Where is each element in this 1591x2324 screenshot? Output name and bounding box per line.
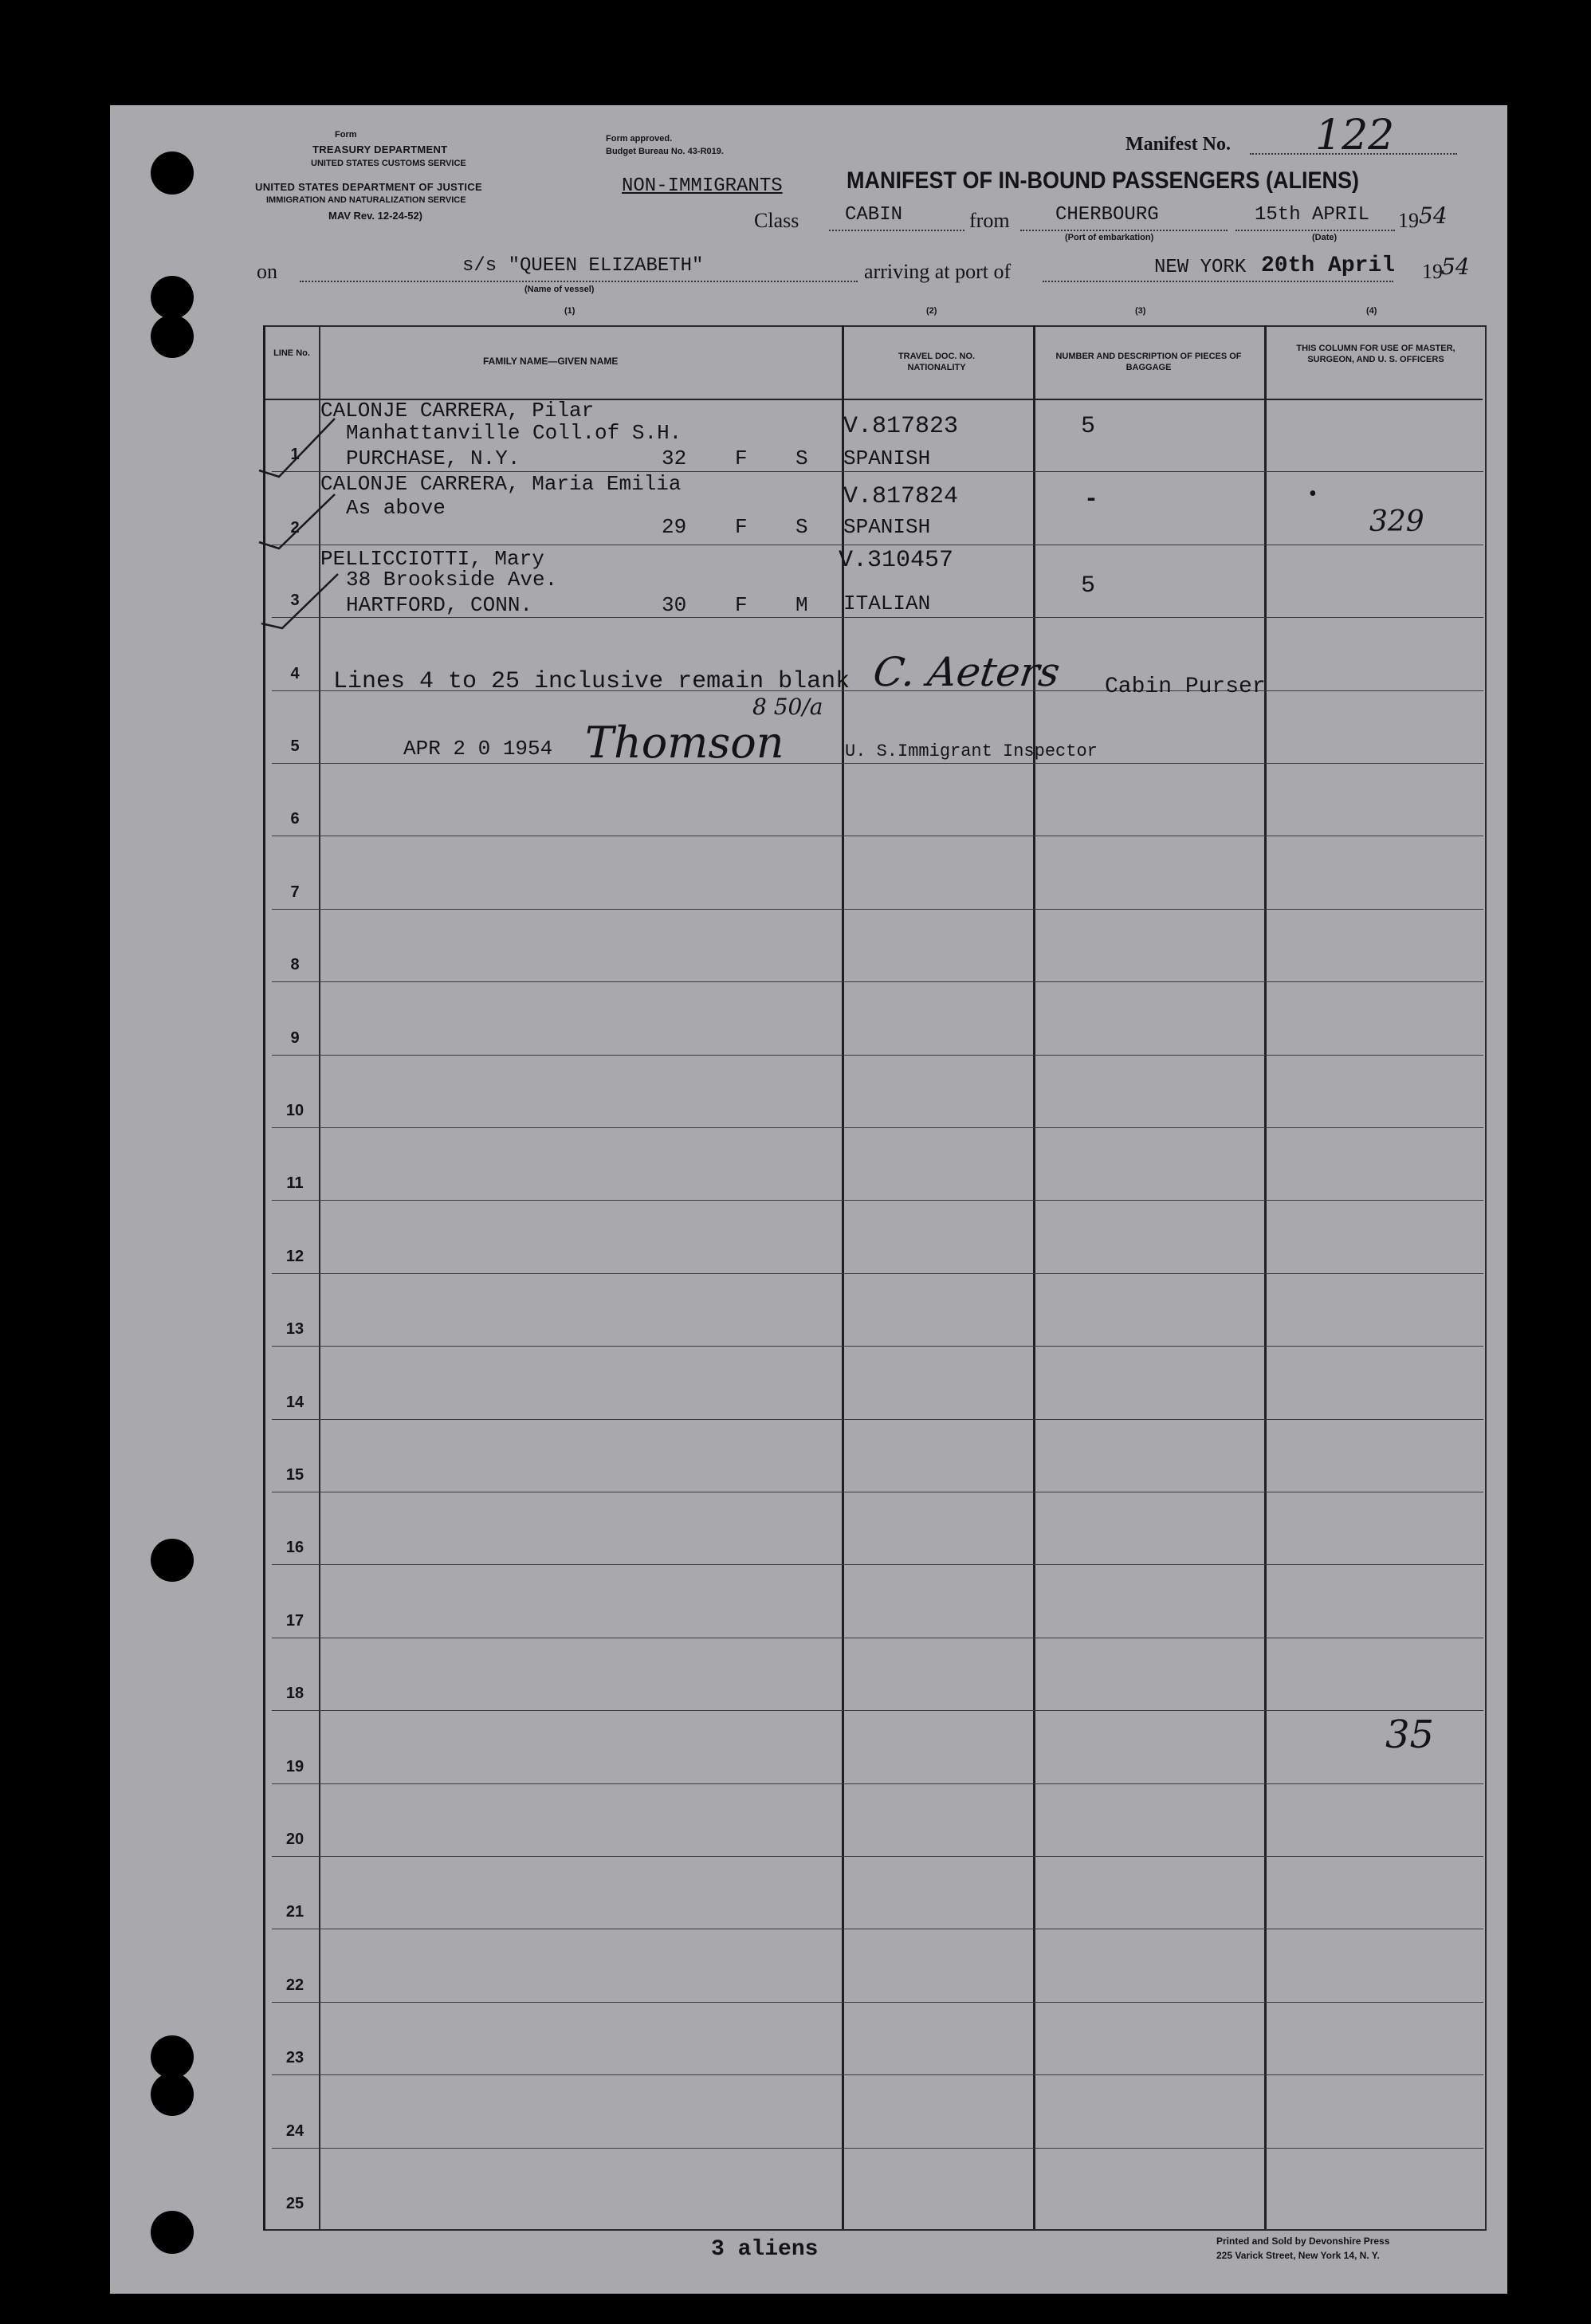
line-number: 13 bbox=[285, 1320, 304, 1339]
punch-hole bbox=[151, 315, 194, 358]
punch-hole bbox=[151, 2211, 194, 2254]
row-rule bbox=[272, 2074, 1483, 2075]
line-number: 1 bbox=[290, 446, 300, 464]
entry-1-nationality: SPANISH bbox=[843, 446, 931, 470]
line-number: 9 bbox=[290, 1028, 300, 1047]
port-caption: (Port of embarkation) bbox=[1065, 233, 1154, 242]
purser-title: Cabin Purser bbox=[1105, 674, 1266, 699]
col-line-3 bbox=[1033, 325, 1035, 2229]
header-baggage-text: NUMBER AND DESCRIPTION OF PIECES OF BAGGAGE bbox=[1055, 352, 1242, 372]
header-officers-text: THIS COLUMN FOR USE OF MASTER, SURGEON, AND U. S. OFFICERS bbox=[1296, 344, 1455, 364]
line-number: 11 bbox=[286, 1174, 304, 1193]
class-value: CABIN bbox=[845, 204, 903, 226]
row-rule bbox=[272, 1564, 1483, 1565]
entry-1-addr2: PURCHASE, N.Y. bbox=[346, 446, 521, 470]
manifest-title: MANIFEST OF IN-BOUND PASSENGERS (ALIENS) bbox=[847, 167, 1360, 194]
inspector-signature: Thomson bbox=[585, 718, 784, 768]
punch-hole bbox=[151, 2073, 194, 2116]
line-number: 23 bbox=[285, 2049, 304, 2067]
entry-1-name: CALONJE CARRERA, Pilar bbox=[320, 399, 595, 423]
entry-3-addr1: 38 Brookside Ave. bbox=[346, 568, 558, 592]
purser-signature: C. Aeters bbox=[870, 649, 1063, 695]
line-number: 12 bbox=[285, 1247, 304, 1265]
from-line bbox=[1020, 230, 1228, 231]
punch-hole bbox=[151, 1539, 194, 1582]
line-number: 20 bbox=[285, 1830, 304, 1848]
header-travel-doc-text: TRAVEL DOC. NO. NATIONALITY bbox=[898, 352, 976, 372]
line-number: 2 bbox=[290, 518, 300, 537]
date-caption: (Date) bbox=[1312, 233, 1338, 242]
vessel-line bbox=[300, 281, 858, 282]
arrival-year-prefix: 19 bbox=[1422, 260, 1443, 283]
from-label: from bbox=[969, 209, 1010, 232]
row-rule bbox=[272, 1856, 1483, 1857]
entry-3-addr2: HARTFORD, CONN. bbox=[346, 593, 533, 617]
line-number: 16 bbox=[285, 1539, 304, 1557]
punch-hole bbox=[151, 276, 194, 319]
form-rev: MAV Rev. 12-24-52) bbox=[328, 210, 423, 222]
arriving-label: arriving at port of bbox=[864, 260, 1012, 283]
col-line-4 bbox=[1264, 325, 1267, 2229]
line-number: 4 bbox=[290, 664, 300, 682]
aliens-count: 3 aliens bbox=[711, 2237, 819, 2262]
entry-3-status: M bbox=[796, 593, 808, 617]
row-rule bbox=[272, 1273, 1483, 1274]
col4-label: (4) bbox=[1366, 306, 1377, 316]
entry-2-nationality: SPANISH bbox=[843, 515, 931, 539]
entry-2-age: 29 bbox=[662, 515, 687, 539]
row-rule bbox=[272, 2148, 1483, 2149]
entry-3-sex: F bbox=[735, 593, 748, 617]
arrival-line bbox=[1043, 281, 1393, 282]
row-rule bbox=[272, 763, 1483, 764]
header-baggage bbox=[1044, 351, 1253, 373]
row-rule bbox=[272, 1710, 1483, 1711]
col2-label: (2) bbox=[926, 306, 937, 316]
date-line bbox=[1235, 230, 1395, 231]
class-line bbox=[829, 230, 964, 231]
form-approved: Form approved. bbox=[606, 134, 673, 144]
line-number: 22 bbox=[285, 1976, 304, 1994]
line-number: 18 bbox=[285, 1685, 304, 1703]
inspector-time: 8 50/a bbox=[752, 694, 823, 720]
entry-2-baggage: - bbox=[1084, 486, 1099, 513]
arrival-port: NEW YORK bbox=[1154, 257, 1247, 278]
form-top: Form bbox=[335, 130, 357, 140]
row-rule bbox=[272, 1200, 1483, 1201]
line4-text: Lines 4 to 25 inclusive remain blank bbox=[333, 668, 850, 695]
budget-label: Budget Bureau No. 43-R019. bbox=[606, 147, 724, 156]
entry-2-doc: V.817824 bbox=[843, 483, 959, 510]
manifest-no-label: Manifest No. bbox=[1125, 134, 1231, 155]
row-rule bbox=[272, 2002, 1483, 2003]
entry-1-status: S bbox=[796, 446, 808, 470]
class-label: Class bbox=[754, 209, 799, 232]
punch-hole bbox=[151, 151, 194, 195]
line-number: 7 bbox=[290, 883, 300, 901]
row-rule bbox=[272, 1346, 1483, 1347]
entry-1-addr1: Manhattanville Coll.of S.H. bbox=[346, 421, 682, 445]
entry-1-age: 32 bbox=[662, 446, 687, 470]
year-prefix: 19 bbox=[1398, 209, 1419, 232]
arrival-date: 20th April bbox=[1261, 254, 1396, 278]
officer-dot: • bbox=[1309, 482, 1317, 506]
on-label: on bbox=[257, 260, 277, 283]
col3-label: (3) bbox=[1135, 306, 1146, 316]
line-number: 14 bbox=[285, 1393, 304, 1411]
entry-3-nationality: ITALIAN bbox=[843, 592, 931, 615]
stamp-date: APR 2 0 1954 bbox=[403, 737, 553, 761]
manifest-no-value: 122 bbox=[1315, 112, 1395, 159]
row-rule bbox=[272, 617, 1483, 618]
line-number: 25 bbox=[285, 2195, 304, 2212]
row-rule bbox=[272, 1055, 1483, 1056]
customs-label: UNITED STATES CUSTOMS SERVICE bbox=[311, 159, 466, 168]
inspector-title: U. S.Immigrant Inspector bbox=[845, 741, 1098, 761]
date-value: 15th APRIL bbox=[1255, 204, 1370, 226]
line-number: 8 bbox=[290, 956, 300, 974]
margin-note: 35 bbox=[1385, 1713, 1435, 1757]
header-travel-doc bbox=[869, 351, 1004, 373]
treasury-label: TREASURY DEPARTMENT bbox=[312, 144, 448, 155]
arrival-year-suffix: 54 bbox=[1441, 254, 1470, 280]
vessel-caption: (Name of vessel) bbox=[524, 285, 595, 294]
entry-2-name: CALONJE CARRERA, Maria Emilia bbox=[320, 472, 682, 496]
row-rule bbox=[272, 1783, 1483, 1784]
line-number: 24 bbox=[285, 2121, 304, 2140]
entry-3-doc: V.310457 bbox=[839, 547, 954, 574]
punch-hole bbox=[151, 2035, 194, 2078]
row-rule bbox=[272, 1419, 1483, 1420]
from-value: CHERBOURG bbox=[1055, 204, 1159, 226]
officer-note: 329 bbox=[1369, 505, 1424, 538]
entry-2-sex: F bbox=[735, 515, 748, 539]
row-rule bbox=[272, 1127, 1483, 1128]
entry-2-addr1: As above bbox=[346, 496, 446, 520]
line-number: 17 bbox=[285, 1611, 304, 1630]
entry-2-status: S bbox=[796, 515, 808, 539]
header-name: FAMILY NAME—GIVEN NAME bbox=[483, 356, 619, 367]
col1-label: (1) bbox=[564, 306, 576, 316]
entry-3-age: 30 bbox=[662, 593, 687, 617]
line-number: 6 bbox=[290, 810, 300, 828]
row-rule bbox=[272, 909, 1483, 910]
ins-label: IMMIGRATION AND NATURALIZATION SERVICE bbox=[266, 195, 466, 205]
row-rule bbox=[272, 981, 1483, 982]
printer-line-1: Printed and Sold by Devonshire Press bbox=[1216, 2236, 1390, 2247]
line-number: 19 bbox=[285, 1757, 304, 1775]
line-number: 21 bbox=[285, 1903, 304, 1921]
vessel-value: s/s "QUEEN ELIZABETH" bbox=[462, 255, 704, 277]
line-number: 15 bbox=[285, 1466, 304, 1484]
justice-label: UNITED STATES DEPARTMENT OF JUSTICE bbox=[255, 181, 482, 193]
year-suffix: 54 bbox=[1419, 203, 1448, 229]
entry-1-doc: V.817823 bbox=[843, 413, 959, 440]
header-line-no bbox=[266, 348, 317, 359]
entry-3-baggage: 5 bbox=[1081, 572, 1096, 600]
line-number: 10 bbox=[285, 1102, 304, 1119]
entry-3-name: PELLICCIOTTI, Mary bbox=[320, 547, 544, 571]
line-number: 3 bbox=[290, 592, 300, 610]
header-officers bbox=[1288, 343, 1463, 365]
entry-1-baggage: 5 bbox=[1081, 413, 1096, 440]
check-marks bbox=[255, 415, 343, 646]
entry-1-sex: F bbox=[735, 446, 748, 470]
non-immigrants-label: NON-IMMIGRANTS bbox=[622, 175, 783, 197]
line-number: 5 bbox=[290, 737, 300, 755]
header-line-no-text: LINE No. bbox=[273, 348, 310, 358]
printer-line-2: 225 Varick Street, New York 14, N. Y. bbox=[1216, 2250, 1380, 2261]
